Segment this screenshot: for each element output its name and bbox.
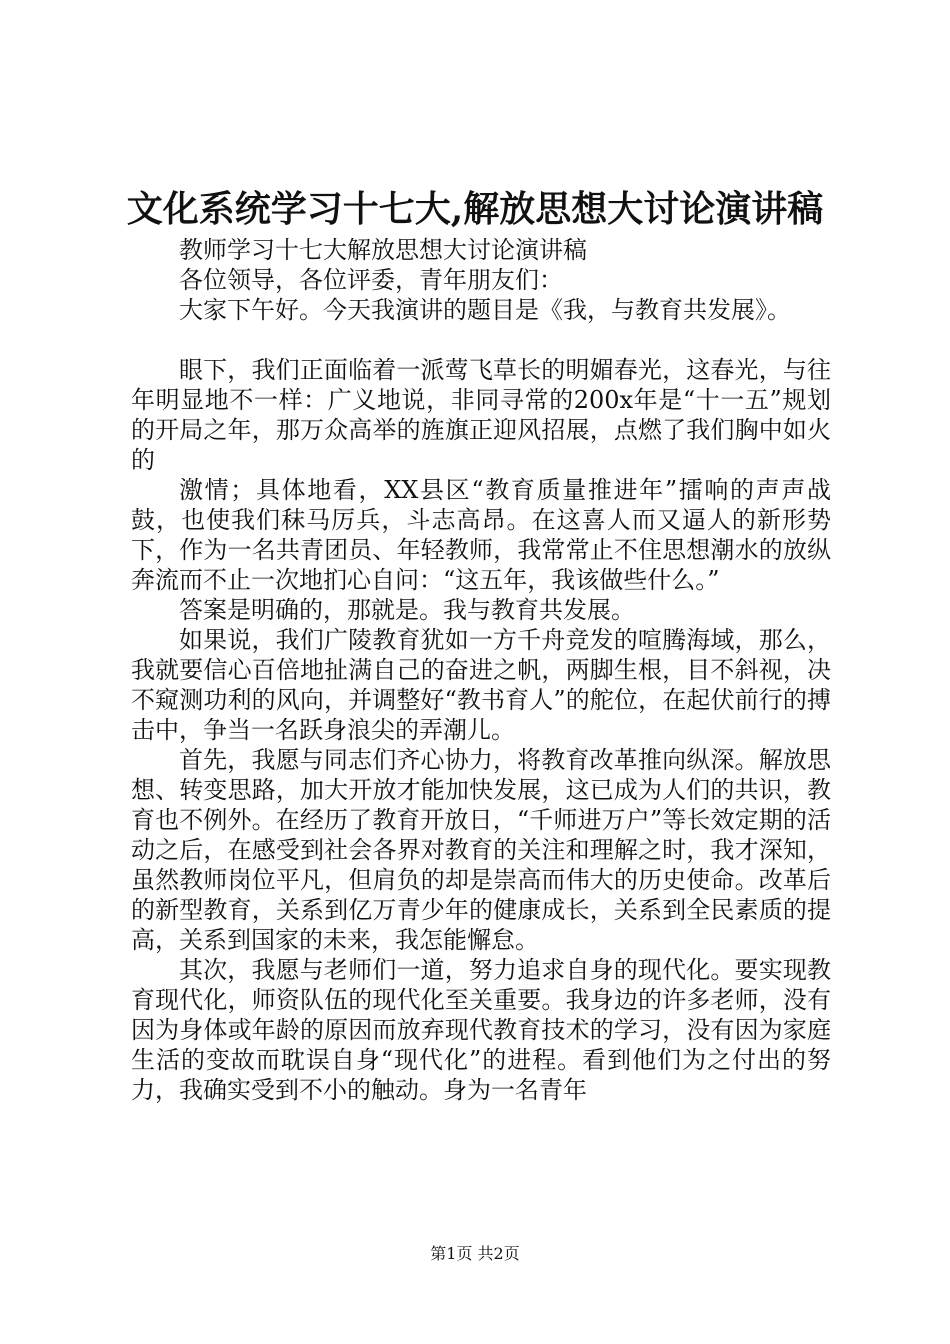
- page-number-footer: 第1页 共2页: [430, 1244, 520, 1263]
- paragraph: 如果说，我们广陵教育犹如一方千舟竞发的喧腾海域，那么，我就要信心百倍地扯满自己的奋进之帆，两脚生根，目不斜视，决不窥测功利的风向，并调整好“教书育人”的舵位，在起伏前行的搏击中，争当一名跃身浪尖的弄潮儿。: [131, 626, 831, 744]
- paragraph: 各位领导，各位评委，青年朋友们：: [179, 266, 563, 294]
- paragraph: 大家下午好。今天我演讲的题目是《我，与教育共发展》。: [179, 296, 791, 324]
- paragraph: 首先，我愿与同志们齐心协力，将教育改革推向纵深。解放思想、转变思路，加大开放才能加快发展，这已成为人们的共识，教育也不例外。在经历了教育开放日，“千师进万户”等长效定期的活动之后，在感受到社会各界对教育的关注和理解之时，我才深知，虽然教师岗位平凡，但肩负的却是崇高而伟大的历史使命。改革后的新型教育，关系到亿万青少年的健康成长，关系到全民素质的提高，关系到国家的未来，我怎能懈怠。: [131, 746, 831, 954]
- paragraph: 激情；具体地看，XX县区“教育质量推进年”擂响的声声战鼓，也使我们秣马厉兵，斗志高昂。在这喜人而又逼人的新形势下，作为一名共青团员、年轻教师，我常常止不住思想潮水的放纵奔流而不止一次地扪心自问：“这五年，我该做些什么。”: [131, 476, 831, 594]
- document-body: [131, 235, 831, 1105]
- document-title: 文化系统学习十七大,解放思想大讨论演讲稿: [126, 188, 824, 230]
- paragraph: 其次，我愿与老师们一道，努力追求自身的现代化。要实现教育现代化，师资队伍的现代化至关重要。我身边的许多老师，没有因为身体或年龄的原因而放弃现代教育技术的学习，没有因为家庭生活的变故而耽误自身“现代化”的进程。看到他们为之付出的努力，我确实受到不小的触动。身为一名青年: [131, 956, 831, 1104]
- paragraph: 眼下，我们正面临着一派莺飞草长的明媚春光，这春光，与往年明显地不一样：广义地说，非同寻常的200x年是“十一五”规划的开局之年，那万众高举的旌旗正迎风招展，点燃了我们胸中如火的: [131, 356, 831, 474]
- paragraph: 教师学习十七大解放思想大讨论演讲稿: [179, 236, 587, 264]
- paragraph: 答案是明确的，那就是。我与教育共发展。: [179, 596, 635, 624]
